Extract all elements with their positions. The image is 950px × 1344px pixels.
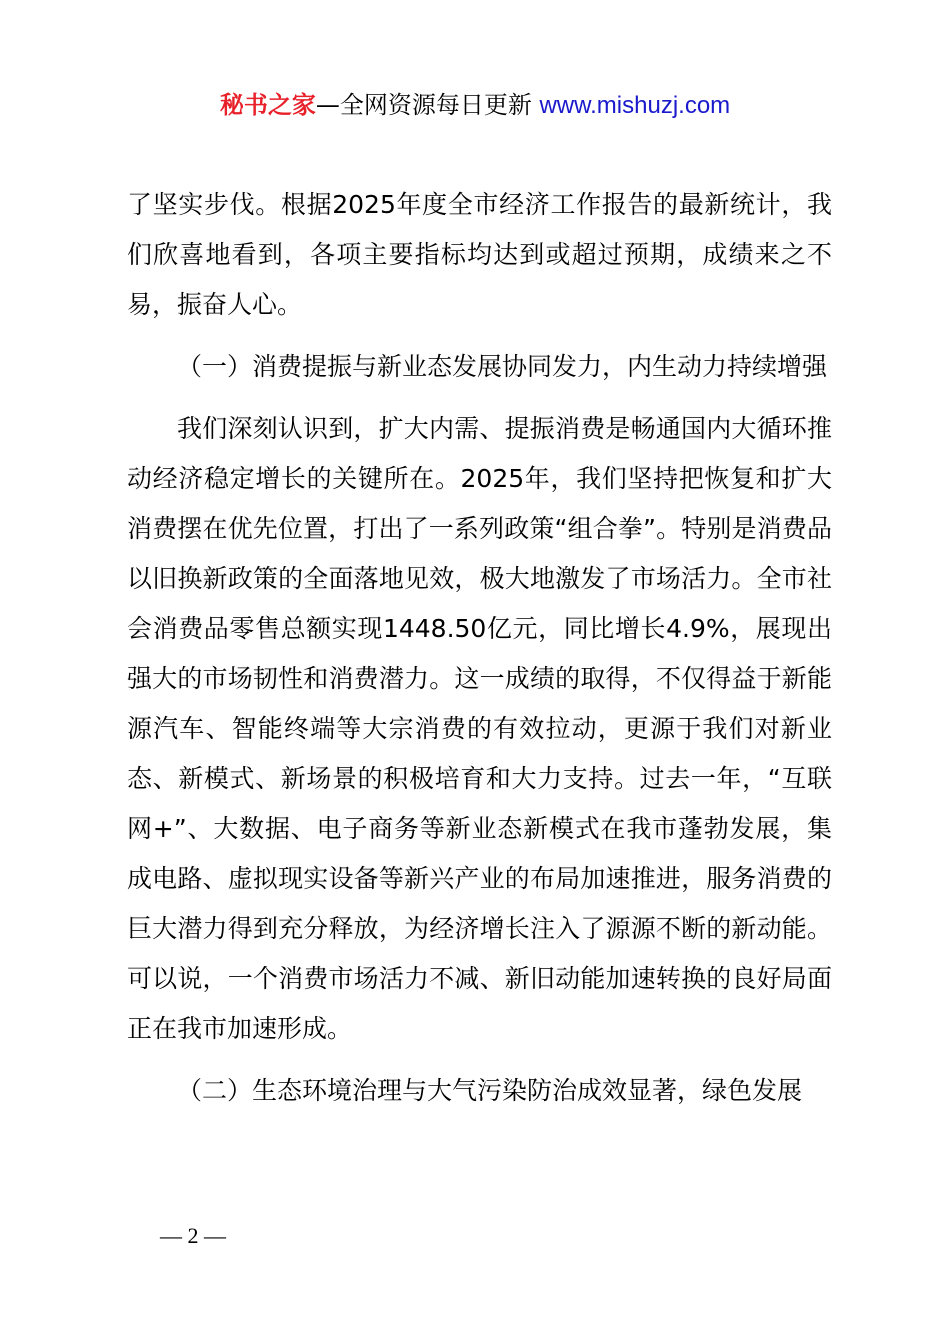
section-heading-1: （一）消费提振与新业态发展协同发力，内生动力持续增强 (177, 352, 828, 381)
paragraph-continuation: 了坚实步伐。根据2025年度全市经济工作报告的最新统计，我们欣喜地看到，各项主要指标均达到或超过预期，成绩来之不易，振奋人心。 (127, 190, 832, 319)
site-banner (0, 88, 950, 123)
section-heading-2: （二）生态环境治理与大气污染防治成效显著，绿色发展 (177, 1076, 803, 1105)
page-number: — 2 — (160, 1223, 226, 1248)
banner-tagline: —全网资源每日更新 (315, 91, 532, 119)
document-body (127, 180, 832, 1116)
paragraph-consumption: 我们深刻认识到，扩大内需、提振消费是畅通国内大循环推动经济稳定增长的关键所在。2025年，我们坚持把恢复和扩大消费摆在优先位置，打出了一系列政策“组合拳”。特别是消费品以旧换新政策的全面落地见效，极大地激发了市场活力。全市社会消费品零售总额实现1448.50亿元，同比增长4.9%，展现出强大的市场韧性和消费潜力。这一成绩的取得，不仅得益于新能源汽车、智能终端等大宗消费的有效拉动，更源于我们对新业态、新模式、新场景的积极培育和大力支持。过去一年，“互联网+”、大数据、电子商务等新业态新模式在我市蓬勃发展，集成电路、虚拟现实设备等新兴产业的布局加速推进，服务消费的巨大潜力得到充分释放，为经济增长注入了源源不断的新动能。可以说，一个消费市场活力不减、新旧动能加速转换的良好局面正在我市加速形成。 (127, 414, 832, 1043)
brand-name: 秘书之家 (219, 91, 316, 119)
banner-url-link[interactable]: www.mishuzj.com (539, 92, 731, 119)
